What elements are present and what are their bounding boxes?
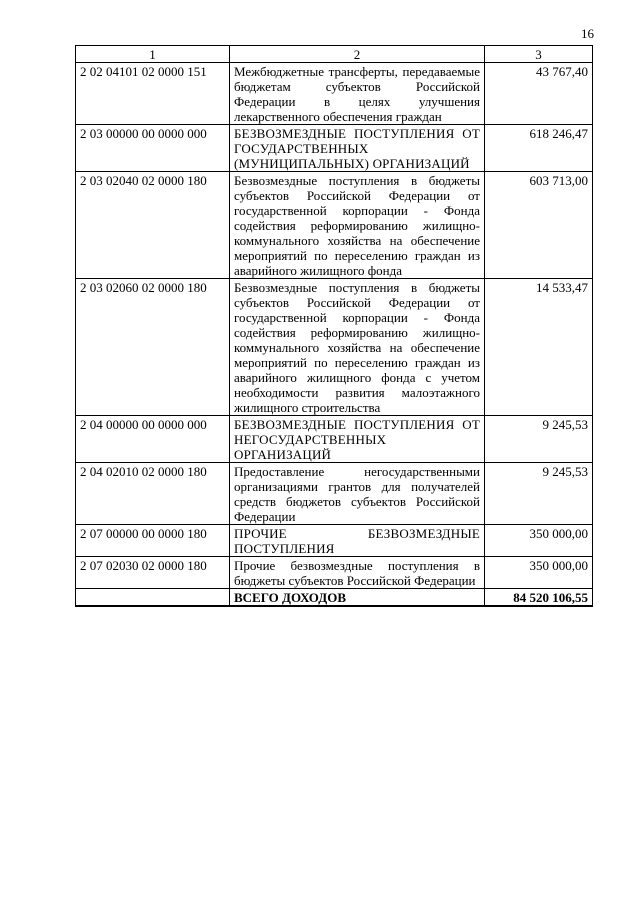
row-amount: 43 767,40: [485, 63, 593, 125]
row-name: Безвозмездные поступления в бюджеты субъектов Российской Федерации от государственной корпорации - Фонда содействия реформированию жилищно-коммунального хозяйства на обеспечение мероприятий по переселению граждан из аварийного жилищного фонда: [230, 172, 485, 279]
table-row: [76, 557, 593, 589]
revenue-table: [75, 45, 593, 607]
row-amount: 9 245,53: [485, 416, 593, 463]
row-code: 2 04 02010 02 0000 180: [76, 463, 230, 525]
row-code: 2 02 04101 02 0000 151: [76, 63, 230, 125]
row-code: 2 07 00000 00 0000 180: [76, 525, 230, 557]
row-amount: 350 000,00: [485, 525, 593, 557]
page-number: 16: [581, 26, 594, 41]
row-amount: 9 245,53: [485, 463, 593, 525]
row-code: 2 03 02040 02 0000 180: [76, 172, 230, 279]
row-code: 2 04 00000 00 0000 000: [76, 416, 230, 463]
row-name: Прочие безвозмездные поступления в бюджеты субъектов Российской Федерации: [230, 557, 485, 589]
column-header-code: 1: [76, 46, 230, 63]
total-label: ВСЕГО ДОХОДОВ: [230, 589, 485, 607]
total-row: [76, 589, 593, 607]
row-amount: 14 533,47: [485, 279, 593, 416]
row-amount: 603 713,00: [485, 172, 593, 279]
row-name: Безвозмездные поступления в бюджеты субъектов Российской Федерации от государственной корпорации - Фонда содействия реформированию жилищно-коммунального хозяйства на обеспечение мероприятий по переселению граждан из аварийного жилищного фонда с учетом необходимости развития малоэтажного жилищного строительства: [230, 279, 485, 416]
table-row: [76, 525, 593, 557]
total-amount: 84 520 106,55: [485, 589, 593, 607]
row-name: Межбюджетные трансферты, передаваемые бюджетам субъектов Российской Федерации в целях улучшения лекарственного обеспечения граждан: [230, 63, 485, 125]
row-code: 2 07 02030 02 0000 180: [76, 557, 230, 589]
row-code: 2 03 00000 00 0000 000: [76, 125, 230, 172]
table-header-row: [76, 46, 593, 63]
table-row: [76, 172, 593, 279]
table-row: [76, 63, 593, 125]
row-name: БЕЗВОЗМЕЗДНЫЕ ПОСТУПЛЕНИЯ ОТ ГОСУДАРСТВЕННЫХ (МУНИЦИПАЛЬНЫХ) ОРГАНИЗАЦИЙ: [230, 125, 485, 172]
row-amount: 350 000,00: [485, 557, 593, 589]
row-name: Предоставление негосударственными организациями грантов для получателей средств бюджетов субъектов Российской Федерации: [230, 463, 485, 525]
row-amount: 618 246,47: [485, 125, 593, 172]
table-row: [76, 279, 593, 416]
row-name: БЕЗВОЗМЕЗДНЫЕ ПОСТУПЛЕНИЯ ОТ НЕГОСУДАРСТВЕННЫХ ОРГАНИЗАЦИЙ: [230, 416, 485, 463]
row-name: ПРОЧИЕ БЕЗВОЗМЕЗДНЫЕ ПОСТУПЛЕНИЯ: [230, 525, 485, 557]
row-code: 2 03 02060 02 0000 180: [76, 279, 230, 416]
table-row: [76, 416, 593, 463]
table-row: [76, 463, 593, 525]
column-header-amount: 3: [485, 46, 593, 63]
total-code: [76, 589, 230, 607]
column-header-name: 2: [230, 46, 485, 63]
table-row: [76, 125, 593, 172]
